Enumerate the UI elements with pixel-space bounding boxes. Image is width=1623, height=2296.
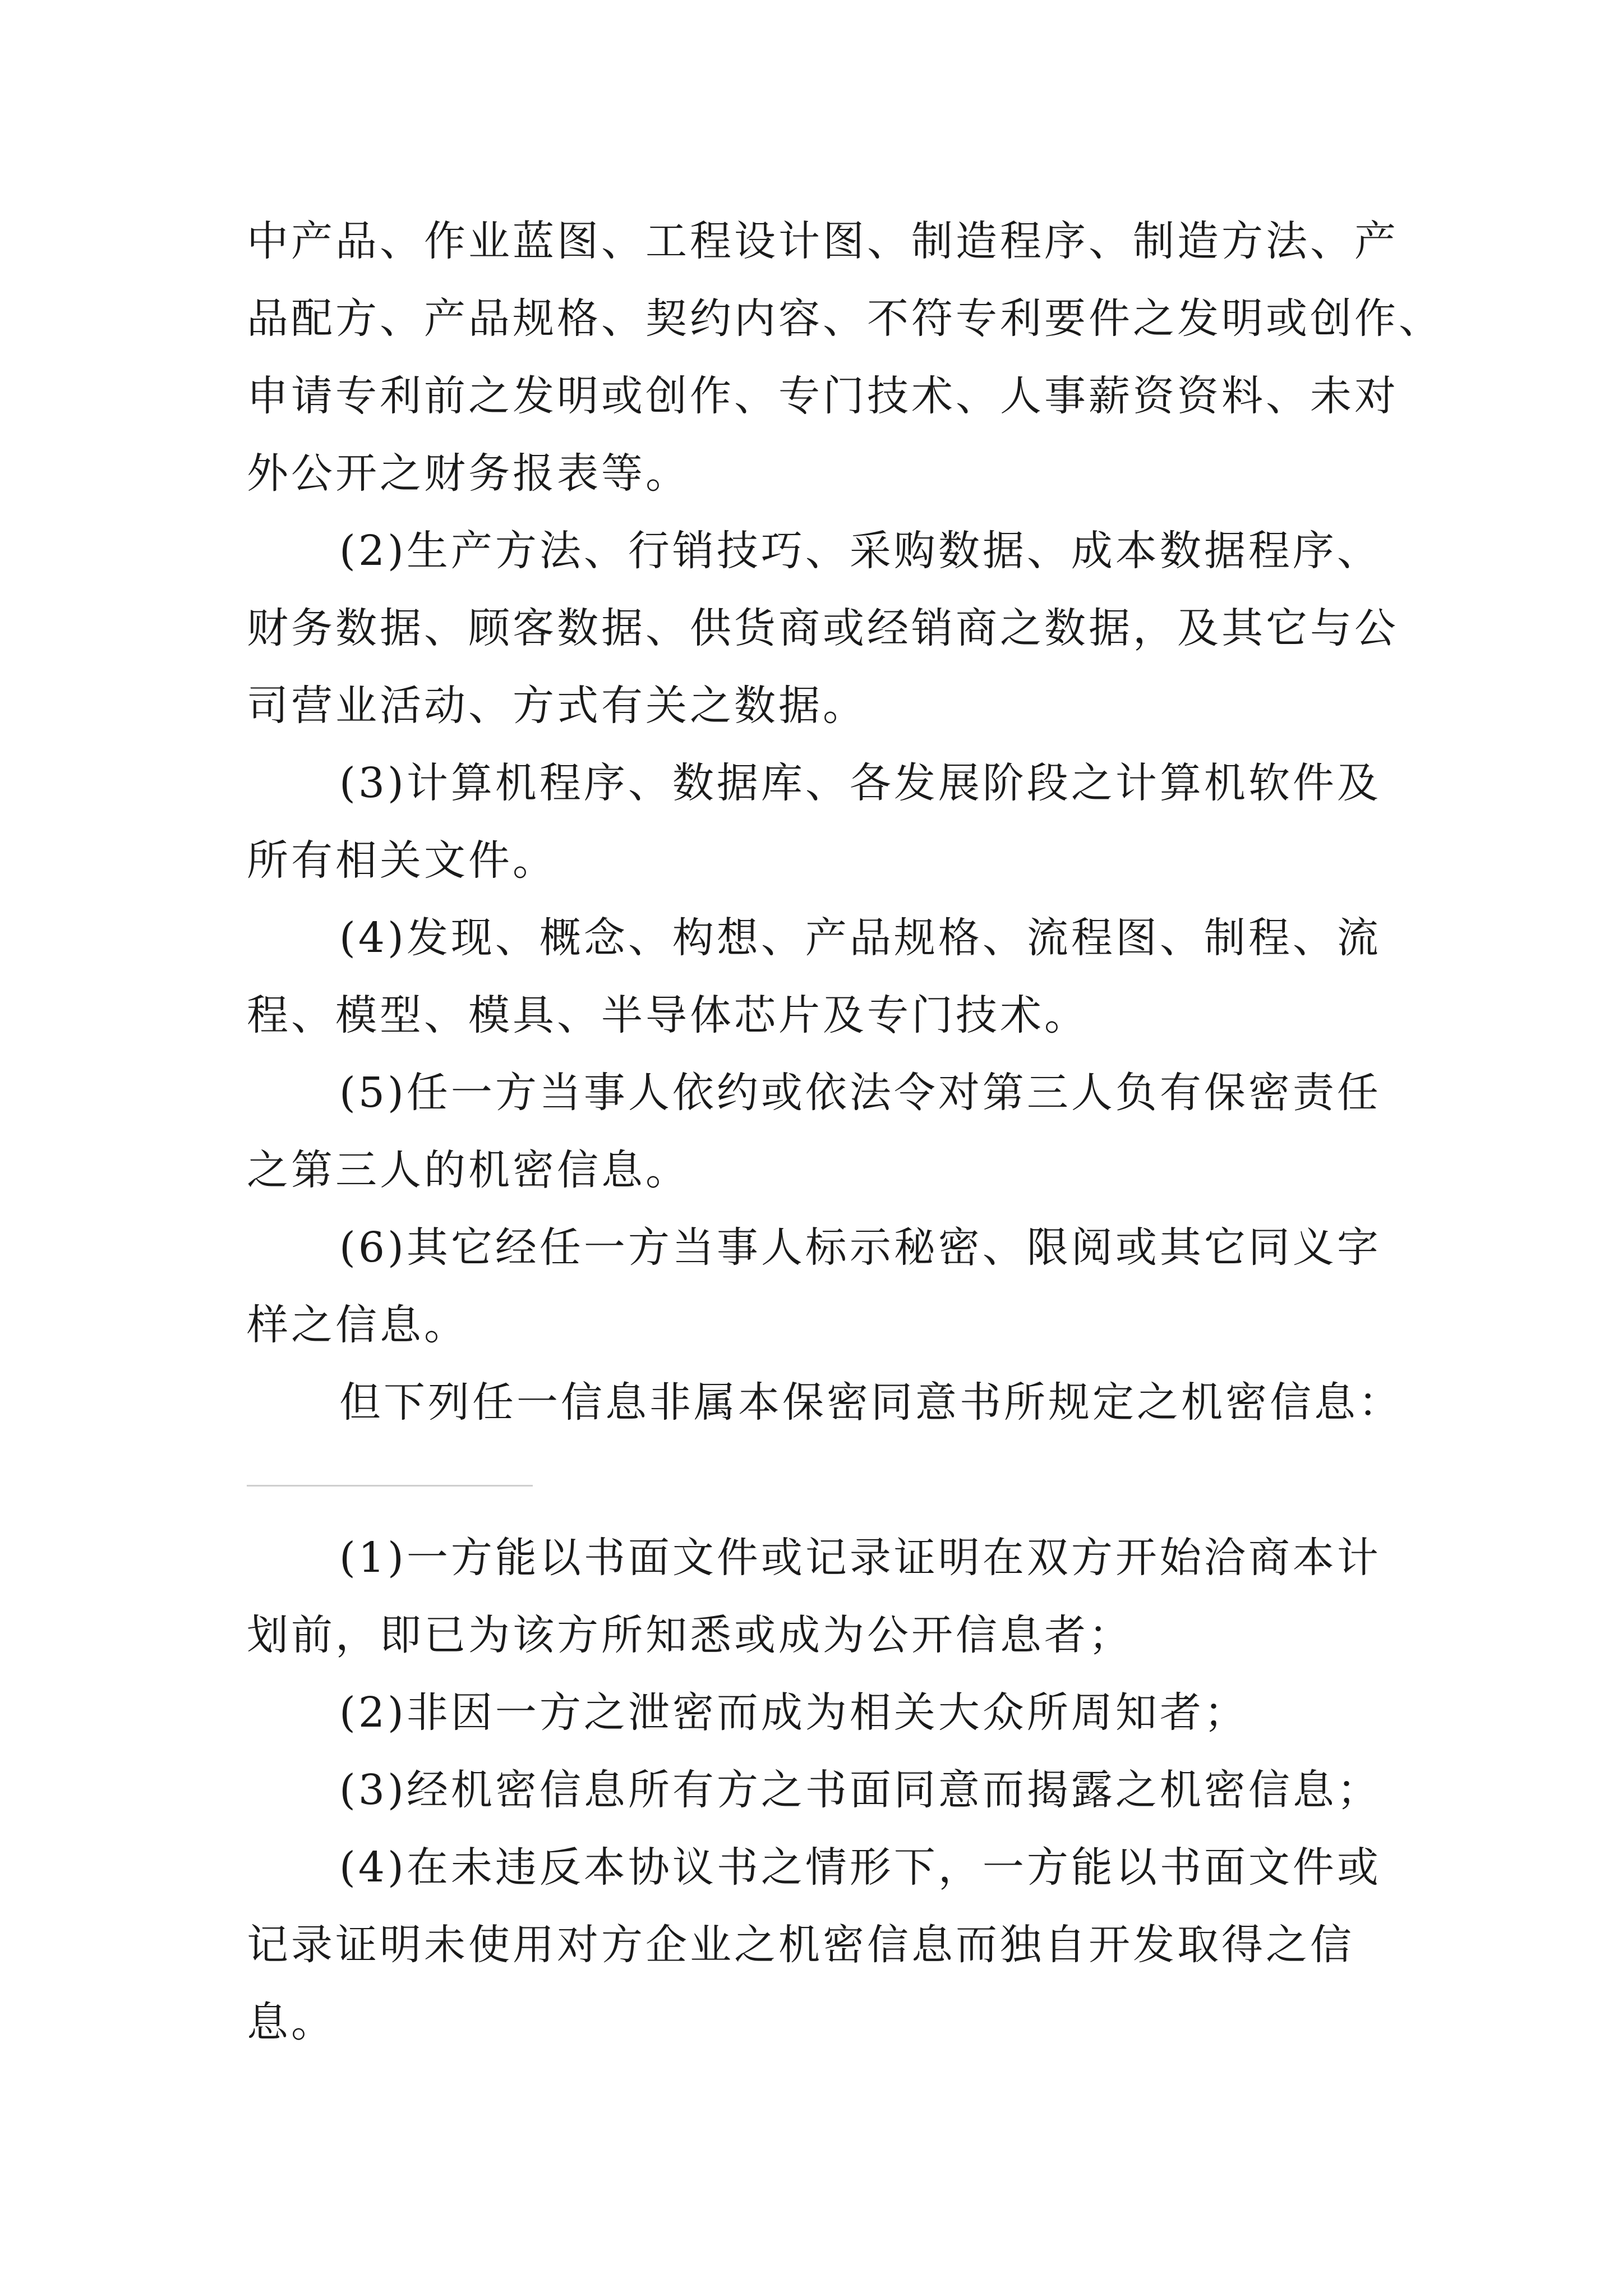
- text-line: (4)发现、概念、构想、产品规格、流程图、制程、流: [339, 914, 1381, 962]
- text-line: 之第三人的机密信息。: [247, 1146, 690, 1194]
- text-line: 但下列任一信息非属本保密同意书所规定之机密信息：: [339, 1378, 1403, 1427]
- page-divider: [247, 1485, 533, 1487]
- text-line: 品配方、产品规格、契约内容、不符专利要件之发明或创作、: [247, 295, 1443, 343]
- text-line: (1)一方能以书面文件或记录证明在双方开始洽商本计: [339, 1534, 1381, 1582]
- text-line: 中产品、作业蓝图、工程设计图、制造程序、制造方法、产: [247, 217, 1399, 265]
- text-line: (6)其它经任一方当事人标示秘密、限阅或其它同义字: [339, 1223, 1381, 1272]
- text-line: (2)非因一方之泄密而成为相关大众所周知者；: [339, 1688, 1248, 1737]
- text-line: (4)在未违反本协议书之情形下，一方能以书面文件或: [339, 1843, 1381, 1892]
- text-line: (5)任一方当事人依约或依法令对第三人负有保密责任: [339, 1069, 1381, 1117]
- text-line: 外公开之财务报表等。: [247, 449, 690, 498]
- text-line: 申请专利前之发明或创作、专门技术、人事薪资资料、未对: [247, 372, 1399, 420]
- text-line: 划前，即已为该方所知悉或成为公开信息者；: [247, 1611, 1133, 1659]
- text-line: (3)经机密信息所有方之书面同意而揭露之机密信息；: [339, 1766, 1381, 1814]
- text-line: 息。: [247, 1998, 335, 2046]
- text-line: 司营业活动、方式有关之数据。: [247, 682, 867, 730]
- text-line: (2)生产方法、行销技巧、采购数据、成本数据程序、: [339, 527, 1381, 575]
- text-line: 财务数据、顾客数据、供货商或经销商之数据，及其它与公: [247, 604, 1399, 652]
- text-line: 所有相关文件。: [247, 836, 557, 885]
- text-line: (3)计算机程序、数据库、各发展阶段之计算机软件及: [339, 759, 1381, 807]
- text-line: 记录证明未使用对方企业之机密信息而独自开发取得之信: [247, 1921, 1354, 1969]
- text-line: 样之信息。: [247, 1301, 468, 1349]
- text-line: 程、模型、模具、半导体芯片及专门技术。: [247, 991, 1089, 1039]
